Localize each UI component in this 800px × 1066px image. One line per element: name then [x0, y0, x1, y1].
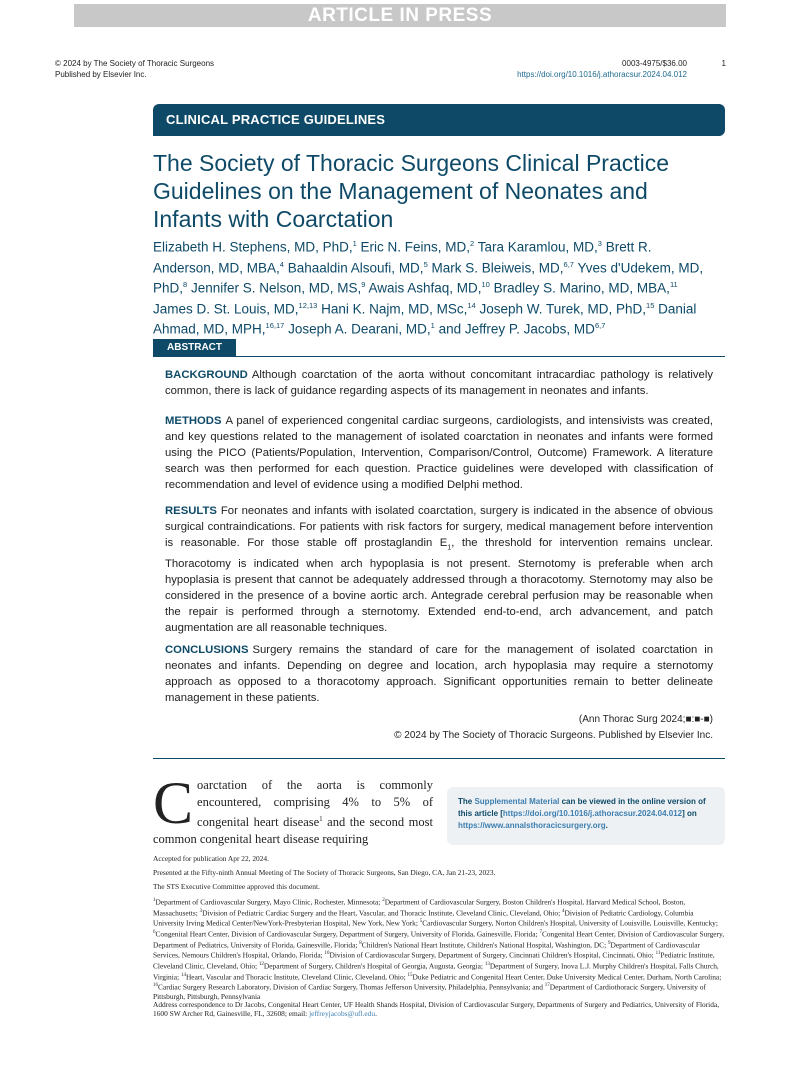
doi-link[interactable]: https://doi.org/10.1016/j.athoracsur.2024.04.012 — [517, 70, 687, 79]
page-number: 1 — [721, 59, 726, 68]
journal-site-link[interactable]: https://www.annalsthoracicsurgery.org — [458, 821, 606, 830]
affiliation-text: Cardiovascular Surgery, Norton Children's Hospital, University of Louisville, Louisville, Kentucky; — [422, 918, 718, 928]
affiliation-text: Department of Cardiothoracic Surgery, University of Pittsburgh, Pittsburgh, Pennsylvania — [153, 982, 706, 1002]
affiliation-number: 15 — [407, 972, 413, 978]
affiliation-text: Cardiac Surgery Research Laboratory, Division of Cardiac Surgery, Thomas Jefferson University, Philadelphia, Pennsylvania; and — [158, 982, 545, 992]
author-name: Bahaaldin Alsoufi, MD, — [287, 260, 424, 275]
author-affiliation-mark: 11 — [669, 280, 678, 289]
intro-paragraph — [153, 770, 433, 848]
abstract-divider — [153, 356, 725, 357]
issn-price: 0003-4975/$36.00 — [622, 59, 687, 68]
author-name: Eric N. Feins, MD, — [360, 239, 471, 255]
affiliation-number: 12 — [258, 962, 264, 968]
affiliation-text: Department of Cardiovascular Surgery, Mayo Clinic, Rochester, Minnesota; — [155, 897, 383, 907]
email-link[interactable]: jeffreyjacobs@ufl.edu — [309, 1009, 376, 1019]
supplemental-box — [447, 787, 725, 845]
supp-text-b: can be viewed in the online version of this article [ — [458, 797, 706, 818]
journal-citation: (Ann Thorac Surg 2024;■:■-■) — [578, 714, 713, 725]
background-text: Although coarctation of the aorta without concomitant intracardiac pathology is relatively common, there is lack of guidance regarding aspects of its management in neonates and infants. — [165, 369, 713, 397]
author-name: Danial Ahmad, MD, MPH, — [153, 301, 697, 337]
article-title: The Society of Thoracic Surgeons Clinical Practice Guidelines on the Management of Neonates and Infants with Coarctation — [153, 150, 670, 232]
author-affiliation-mark: 12,13 — [298, 300, 318, 310]
affiliation-number: 3 — [199, 908, 203, 914]
author-affiliation-mark: 14 — [467, 300, 476, 310]
results-heading: RESULTS — [165, 505, 217, 517]
supp-text-c: ] on — [682, 809, 697, 818]
affiliation-number: 9 — [607, 940, 611, 946]
affiliation-number: 7 — [539, 930, 542, 936]
affiliation-text: Pediatric Institute, Cleveland Clinic, Cleveland, Ohio; — [153, 950, 715, 971]
intro-text-b: and the second most common congenital heart disease requiring — [153, 815, 433, 847]
affiliation-number: 2 — [382, 898, 385, 903]
header-left — [55, 58, 214, 80]
affiliation-number: 10 — [324, 951, 330, 957]
drop-cap: C — [153, 770, 194, 836]
affiliation-number: 14 — [180, 972, 186, 978]
author-affiliation-mark: 4 — [279, 259, 284, 269]
affiliation-text: Department of Surgery, Inova L.J. Murphy Children's Hospital, Falls Church, Virginia; — [153, 961, 719, 982]
author-name: and Jeffrey P. Jacobs, MD — [438, 321, 595, 337]
author-affiliation-mark: 6,7 — [594, 321, 606, 330]
affiliation-number: 17 — [544, 983, 550, 989]
intro-text-a: oarctation of the aorta is commonly encountered, comprising 4% to 5% of congenital heart disease — [197, 778, 433, 830]
abstract-methods — [165, 413, 713, 493]
abstract-end-divider — [153, 758, 725, 759]
affiliations — [153, 896, 725, 1001]
affiliation-number: 5 — [419, 919, 423, 925]
author-affiliation-mark: 8 — [183, 280, 188, 289]
affiliation-text: Children's National Heart Institute, Children's National Hospital, Washington, DC; — [361, 940, 608, 950]
header-right — [517, 58, 687, 80]
intro-reference[interactable]: 1 — [319, 815, 323, 823]
affiliation-text: Department of Cardiovascular Services, Nemours Children's Hospital, Orlando, Florida; — [153, 940, 700, 960]
supp-text-d: . — [605, 821, 608, 830]
results-text-a: For neonates and infants with isolated coarctation, surgery is indicated in the absence of obvious surgical contraindications. For patients with risk factors for surgery, medical management before intervention is reasonable. For those stable off prostaglandin E — [165, 505, 713, 549]
author-affiliation-mark: 9 — [361, 280, 366, 289]
conclusions-heading: CONCLUSIONS — [165, 644, 249, 656]
abstract-copyright: © 2024 by The Society of Thoracic Surgeons. Published by Elsevier Inc. — [394, 730, 713, 741]
affiliation-text: Heart, Vascular and Thoracic Institute, Cleveland Clinic, Cleveland, Ohio; — [185, 972, 408, 982]
affiliation-number: 8 — [359, 940, 362, 946]
supplemental-material-link[interactable]: Supplemental Material — [474, 797, 560, 806]
affiliation-number: 11 — [655, 951, 661, 957]
background-heading: BACKGROUND — [165, 369, 248, 381]
author-affiliation-mark: 2 — [470, 239, 475, 248]
author-affiliation-mark: 5 — [423, 259, 428, 269]
author-affiliation-mark: 1 — [430, 321, 435, 330]
affiliation-number: 6 — [153, 930, 156, 936]
author-name: Elizabeth H. Stephens, MD, PhD, — [153, 239, 353, 255]
author-affiliation-mark: 1 — [352, 239, 357, 248]
copyright-line: © 2024 by The Society of Thoracic Surgeons — [55, 59, 215, 68]
author-name: James D. St. Louis, MD, — [153, 301, 299, 316]
affiliation-number: 16 — [153, 983, 158, 989]
author-name: Awais Ashfaq, MD, — [368, 280, 482, 296]
approved-note: The STS Executive Committee approved this document. — [153, 882, 320, 891]
affiliation-text: Division of Pediatric Cardiology, Columbia University Irving Medical Center/NewYork-Presbyterian Hospital, New York, New York; — [153, 908, 694, 928]
author-name: Joseph A. Dearani, MD, — [288, 321, 431, 337]
address-text: Address correspondence to Dr Jacobs, Congenital Heart Center, UF Health Shands Hospital, Division of Cardiovascular Surgery, Departments of Surgery and Pediatrics, University of Florida, 1600 SW Archer Rd, Gainesville, FL, 32608; email: — [153, 1000, 720, 1019]
author-affiliation-mark: 16,17 — [265, 321, 285, 330]
author-name: Bradley S. Marino, MD, MBA, — [493, 280, 670, 296]
publisher-line: Published by Elsevier Inc. — [55, 70, 147, 79]
author-affiliation-mark: 15 — [646, 300, 655, 310]
author-affiliation-mark: 3 — [597, 239, 602, 248]
methods-heading: METHODS — [165, 415, 222, 427]
author-name: Brett R. Anderson, MD, MBA, — [153, 239, 652, 275]
affiliation-text: Division of Cardiovascular Surgery, Department of Surgery, Cincinnati Children's Hospital, Cincinnati, Ohio; — [329, 950, 656, 960]
affiliation-text: Division of Pediatric Cardiac Surgery and the Heart, Vascular, and Thoracic Institute, Cleveland Clinic, Cleveland, Ohio; — [202, 908, 563, 918]
abstract-background — [165, 367, 713, 399]
section-banner: CLINICAL PRACTICE GUIDELINES — [153, 104, 725, 136]
results-text-b: , the threshold for intervention remains unclear. Thoracotomy is indicated when arch hypoplasia is not present. Sternotomy is preferable when arch hypoplasia is present that cannot be adequately addressed through a thoracotomy. Sternotomy may also be considered in the presence of a bovine aortic arch. Antegrade cerebral perfusion may be reasonable when the repair is performed through a sternotomy. Extended end-to-end, arch advancement, and patch augmentation are all reasonable techniques. — [165, 537, 713, 635]
results-subscript: 1 — [447, 544, 452, 552]
affiliation-number: 13 — [484, 962, 490, 968]
methods-text: A panel of experienced congenital cardiac surgeons, cardiologists, and intensivists was created, and key questions related to the management of isolated coarctation in neonates and infants were formed using the PICO (Patients/Population, Intervention, Comparison/Control, Outcome) Framework. A literature search was then performed for each question. Practice guidelines were developed with classification of recommendation and level of evidence using a modified Delphi method. — [165, 415, 713, 491]
author-affiliation-mark: 10 — [481, 280, 490, 289]
accepted-note: Accepted for publication Apr 22, 2024. — [153, 854, 269, 863]
affiliation-number: 4 — [562, 908, 565, 914]
abstract-conclusions — [165, 642, 713, 706]
correspondence-address — [153, 1000, 725, 1018]
author-name: Mark S. Bleiweis, MD, — [431, 260, 564, 275]
affiliation-number: 1 — [153, 898, 156, 903]
abstract-tab: ABSTRACT — [153, 339, 236, 357]
affiliation-text: Department of Surgery, Children's Hospital of Georgia, Augusta, Georgia; — [263, 961, 485, 971]
author-name: Yves d'Udekem, MD, PhD, — [153, 260, 704, 296]
abstract-results — [165, 503, 713, 636]
author-list — [153, 235, 713, 338]
supp-doi-link[interactable]: https://doi.org/10.1016/j.athoracsur.2024.04.012 — [502, 809, 683, 818]
author-name: Hani K. Najm, MD, MSc, — [321, 301, 468, 316]
affiliation-text: Duke Pediatric and Congenital Heart Center, Duke University Medical Center, Durham, North Carolina; — [412, 972, 722, 982]
supp-text-a: The — [458, 797, 475, 806]
author-name: Tara Karamlou, MD, — [477, 239, 598, 255]
author-name: Joseph W. Turek, MD, PhD, — [479, 301, 647, 316]
address-end: . — [375, 1009, 377, 1019]
presented-note: Presented at the Fifty-ninth Annual Meeting of The Society of Thoracic Surgeons, San Diego, CA, Jan 21-23, 2023. — [153, 868, 496, 877]
affiliation-text: Department of Cardiovascular Surgery, Boston Children's Hospital, Harvard Medical School, Boston, Massachusetts; — [153, 897, 686, 918]
author-name: Jennifer S. Nelson, MD, MS, — [190, 280, 362, 296]
conclusions-text: Surgery remains the standard of care for the management of isolated coarctation in neonates and infants. Depending on degree and location, arch hypoplasia may require a sternotomy approach as opposed to a thoracotomy approach. Significant opportunities remain to better delineate management in these patients. — [165, 644, 713, 704]
affiliation-text: Congenital Heart Center, Division of Cardiovascular Surgery, Department of Pediatrics, University of Florida, Gainesville, Florida; — [153, 929, 725, 950]
author-affiliation-mark: 6,7 — [563, 259, 574, 269]
affiliation-text: Congenital Heart Center, Division of Cardiovascular Surgery, Department of Surgery, University of Florida, Gainesville, Florida; — [155, 929, 540, 939]
article-in-press-banner: ARTICLE IN PRESS — [74, 4, 726, 27]
